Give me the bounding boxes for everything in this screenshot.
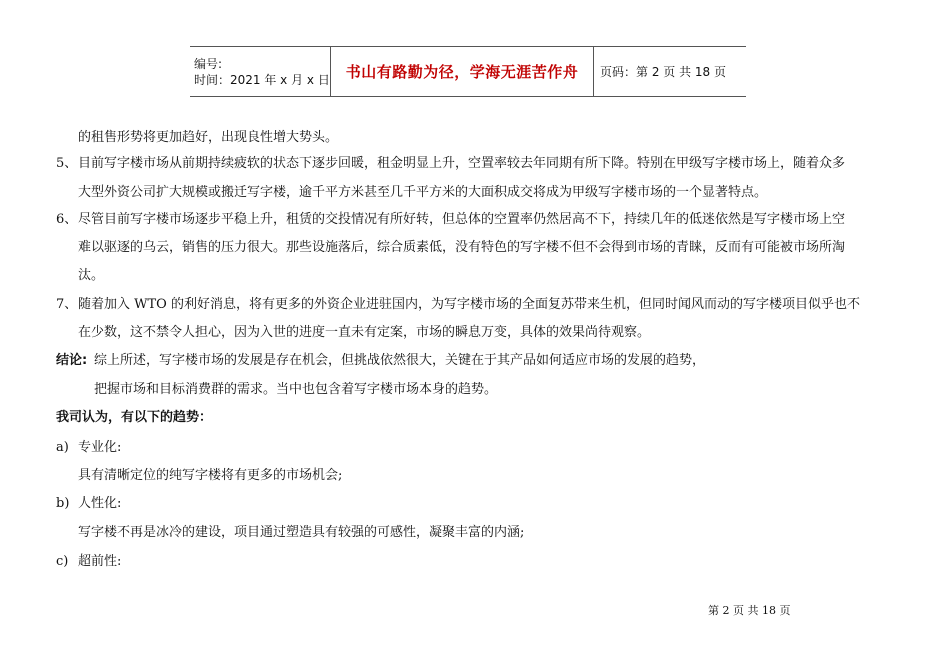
- item-b-desc: 写字楼不再是冰冷的建设，项目通过塑造具有较强的可感性，凝聚丰富的内涵;: [78, 525, 525, 540]
- header-meta-cell: [190, 47, 330, 96]
- item-6-line-3: 汰。: [78, 268, 105, 283]
- footer-page-number: 第 2 页 共 18 页: [708, 604, 791, 617]
- item-a-desc: 具有清晰定位的纯写字楼将有更多的市场机会;: [78, 468, 343, 483]
- header-table: [190, 46, 746, 97]
- header-page-cell: [594, 47, 746, 96]
- conclusion-label: 结论:: [56, 353, 88, 368]
- item-6-line-2: 难以驱逐的乌云，销售的压力很大。那些设施落后，综合质素低，没有特色的写字楼不但不会得到市场的青睐，反而有可能被市场所淘: [78, 240, 846, 255]
- item-5-line-1: 目前写字楼市场从前期持续疲软的状态下逐步回暖，租金明显上升，空置率较去年同期有所下降。特别在甲级写字楼市场上，随着众多: [78, 156, 846, 171]
- item-a-title: 专业化:: [78, 440, 122, 455]
- trend-heading: 我司认为，有以下的趋势：: [56, 410, 213, 425]
- motto-text: 书山有路勤为径，学海无涯苦作舟: [345, 63, 579, 81]
- time-label: 时间：2021 年 x 月 x 日: [194, 72, 330, 87]
- item-5-line-2: 大型外资公司扩大规模或搬迁写字楼，逾千平方米甚至几千平方米的大面积成交将成为甲级写字楼市场的一个显著特点。: [78, 185, 768, 200]
- item-7-line-2: 在少数，这不禁令人担心，因为入世的进度一直未有定案，市场的瞬息万变，具体的效果尚待观察。: [78, 325, 651, 340]
- item-6-line-1: 尽管目前写字楼市场逐步平稳上升，租赁的交投情况有所好转，但总体的空置率仍然居高不下，持续几年的低迷依然是写字楼市场上空: [78, 212, 846, 227]
- conclusion-line-2: 把握市场和目标消费群的需求。当中也包含着写字楼市场本身的趋势。: [94, 382, 498, 397]
- item-a-marker: a): [56, 440, 69, 455]
- number-label: 编号:: [194, 56, 223, 71]
- item-7-number: 7、: [56, 297, 78, 312]
- item-b-title: 人性化:: [78, 496, 122, 511]
- item-c-marker: c): [56, 554, 69, 569]
- item-b-marker: b): [56, 496, 70, 511]
- conclusion-line-1: 综上所述，写字楼市场的发展是存在机会，但挑战依然很大，关键在于其产品如何适应市场的发展的趋势，: [94, 353, 706, 368]
- page-label: 页码：第 2 页 共 18 页: [600, 65, 726, 79]
- item-c-title: 超前性:: [78, 554, 122, 569]
- header-motto-cell: [330, 47, 594, 96]
- continuation-line: 的租售形势将更加趋好，出现良性增大势头。: [78, 130, 339, 145]
- item-6-number: 6、: [56, 212, 78, 227]
- item-5-number: 5、: [56, 156, 78, 171]
- item-7-line-1: 随着加入 WTO 的利好消息，将有更多的外资企业进驻国内，为写字楼市场的全面复苏带来生机，但同时闻风而动的写字楼项目似乎也不: [78, 297, 860, 312]
